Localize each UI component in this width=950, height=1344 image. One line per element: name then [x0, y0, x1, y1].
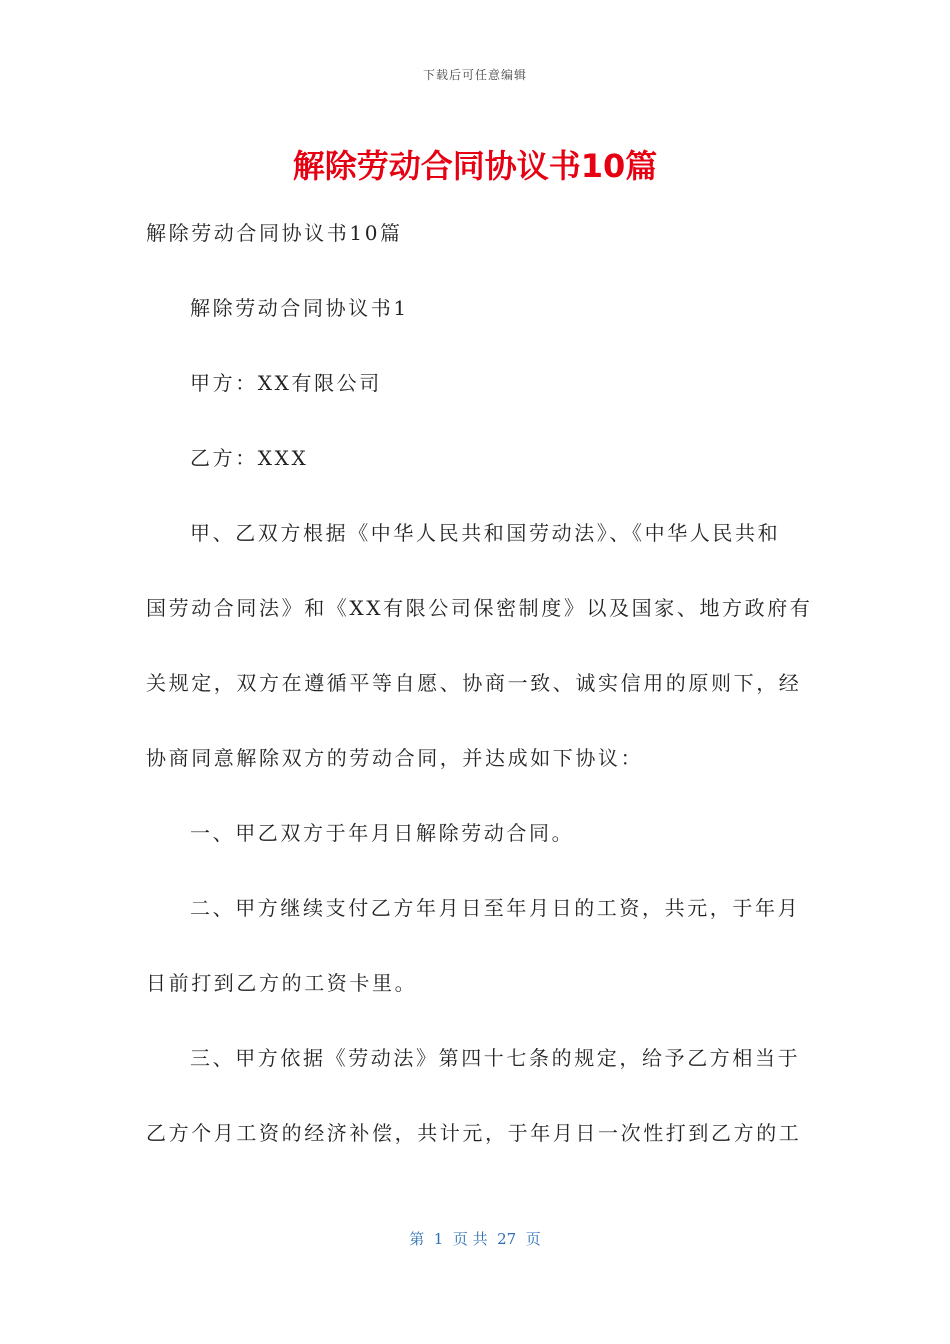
paragraph: 解除劳动合同协议书10篇	[146, 221, 403, 245]
paragraph: 日前打到乙方的工资卡里。	[146, 971, 418, 995]
paragraph: 甲方：XX有限公司	[190, 371, 382, 395]
paragraph: 协商同意解除双方的劳动合同，并达成如下协议：	[146, 746, 644, 770]
header-note: 下载后可任意编辑	[422, 68, 527, 82]
paragraph: 三、甲方依据《劳动法》第四十七条的规定，给予乙方相当于	[190, 1046, 801, 1070]
document-title: 解除劳动合同协议书10篇	[292, 147, 658, 185]
paragraph: 二、甲方继续支付乙方年月日至年月日的工资，共元，于年月	[190, 896, 801, 920]
page-footer: 第 1 页 共 27 页	[409, 1230, 541, 1248]
paragraph: 国劳动合同法》和《XX有限公司保密制度》以及国家、地方政府有	[146, 596, 813, 620]
paragraph: 解除劳动合同协议书1	[190, 296, 409, 320]
paragraph: 乙方个月工资的经济补偿，共计元，于年月日一次性打到乙方的工	[146, 1121, 802, 1145]
paragraph: 甲、乙双方根据《中华人民共和国劳动法》、《中华人民共和	[190, 521, 781, 545]
paragraph: 一、甲乙双方于年月日解除劳动合同。	[190, 821, 575, 845]
document-body	[146, 196, 813, 1171]
paragraph: 乙方：XXX	[190, 446, 309, 470]
paragraph: 关规定，双方在遵循平等自愿、协商一致、诚实信用的原则下，经	[146, 671, 802, 695]
